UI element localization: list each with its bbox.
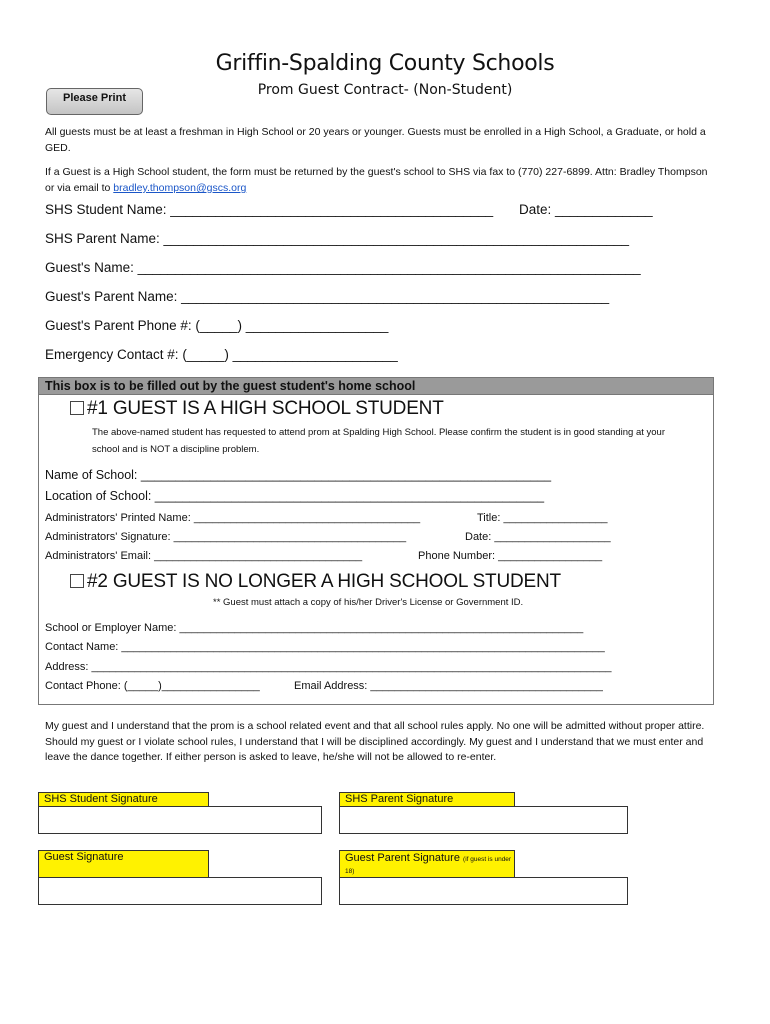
guest-signature-box[interactable] [38,877,322,905]
student-name-field[interactable]: SHS Student Name: ___________________________________________ [45,202,494,217]
submission-paragraph [45,164,715,196]
parent-name-field[interactable]: SHS Parent Name: ______________________________________________________________ [45,231,630,246]
admin-signature-field[interactable]: Administrators' Signature: ______________________________________ [45,531,407,543]
admin-title-field[interactable]: Title: _________________ [477,512,608,524]
emergency-contact-field[interactable]: Emergency Contact #: (_____) ______________________ [45,347,398,362]
eligibility-paragraph: All guests must be at least a freshman in High School or 20 years or younger. Guests must be enrolled in a High School, a Graduate, or hold a GED. [45,126,706,154]
section-2-heading [70,571,561,593]
section-2-checkbox[interactable] [70,574,84,588]
contact-name-field[interactable]: Contact Name: _______________________________________________________________________________ [45,641,605,653]
contact-email-link[interactable]: bradley.thompson@gscs.org [113,182,247,194]
contact-email-field[interactable]: Email Address: ______________________________________ [294,680,603,692]
guest-parent-name-field[interactable]: Guest's Parent Name: _________________________________________________________ [45,289,610,304]
section-1-heading [70,398,444,420]
admin-name-field[interactable]: Administrators' Printed Name: _____________________________________ [45,512,421,524]
submission-text: If a Guest is a High School student, the form must be returned by the guest's school to SHS via fax to (770) 227-6899. Attn: Bradley Thompson or via email to [45,166,708,194]
section-2-note: ** Guest must attach a copy of his/her Driver's License or Government ID. [213,597,524,608]
student-signature-box[interactable] [38,806,322,834]
page-subtitle: Prom Guest Contract- (Non-Student) [257,82,513,98]
school-location-field[interactable]: Location of School: ________________________________________________________ [45,489,545,503]
parent-signature-label: SHS Parent Signature [339,792,515,807]
admin-phone-field[interactable]: Phone Number: _________________ [418,550,603,562]
contact-phone-field[interactable]: Contact Phone: (_____)________________ [45,680,260,692]
guest-parent-signature-note: (if guest is under 18) [345,856,512,875]
guest-parent-phone-field[interactable]: Guest's Parent Phone #: (_____) ___________________ [45,318,389,333]
section-2-title: #2 GUEST IS NO LONGER A HIGH SCHOOL STUDENT [87,571,561,592]
admin-date-field[interactable]: Date: ___________________ [465,531,611,543]
employer-name-field[interactable]: School or Employer Name: __________________________________________________________________ [45,622,584,634]
section-1-description: The above-named student has requested to attend prom at Spalding High School. Please confirm the student is in good standing at your school and is NOT a discipline problem. [92,427,665,455]
guest-name-field[interactable]: Guest's Name: ___________________________________________________________________ [45,260,641,275]
guest-parent-signature-label [339,850,515,878]
admin-email-field[interactable]: Administrators' Email: __________________________________ [45,550,363,562]
section-1-checkbox[interactable] [70,401,84,415]
guest-parent-signature-box[interactable] [339,877,628,905]
student-signature-label: SHS Student Signature [38,792,209,807]
agreement-paragraph: My guest and I understand that the prom is a school related event and that all school rules apply. No one will be admitted without proper attire. Should my guest or I violate school rules, I understand that I will be disciplined accordingly. My guest and I understand that we must enter and leave the dance together. If either person is asked to leave, he/she will not be allowed to re-enter. [45,720,705,763]
page-title: Griffin-Spalding County Schools [215,51,555,76]
guest-signature-label: Guest Signature [38,850,209,878]
home-school-box-header: This box is to be filled out by the guest student's home school [38,377,714,395]
date-field[interactable]: Date: _____________ [519,202,653,217]
parent-signature-box[interactable] [339,806,628,834]
please-print-button[interactable]: Please Print [46,88,143,115]
section-1-title: #1 GUEST IS A HIGH SCHOOL STUDENT [87,398,444,419]
address-field[interactable]: Address: _____________________________________________________________________________________ [45,661,612,673]
guest-parent-signature-text: Guest Parent Signature [345,852,460,864]
school-name-field[interactable]: Name of School: ___________________________________________________________ [45,468,552,482]
